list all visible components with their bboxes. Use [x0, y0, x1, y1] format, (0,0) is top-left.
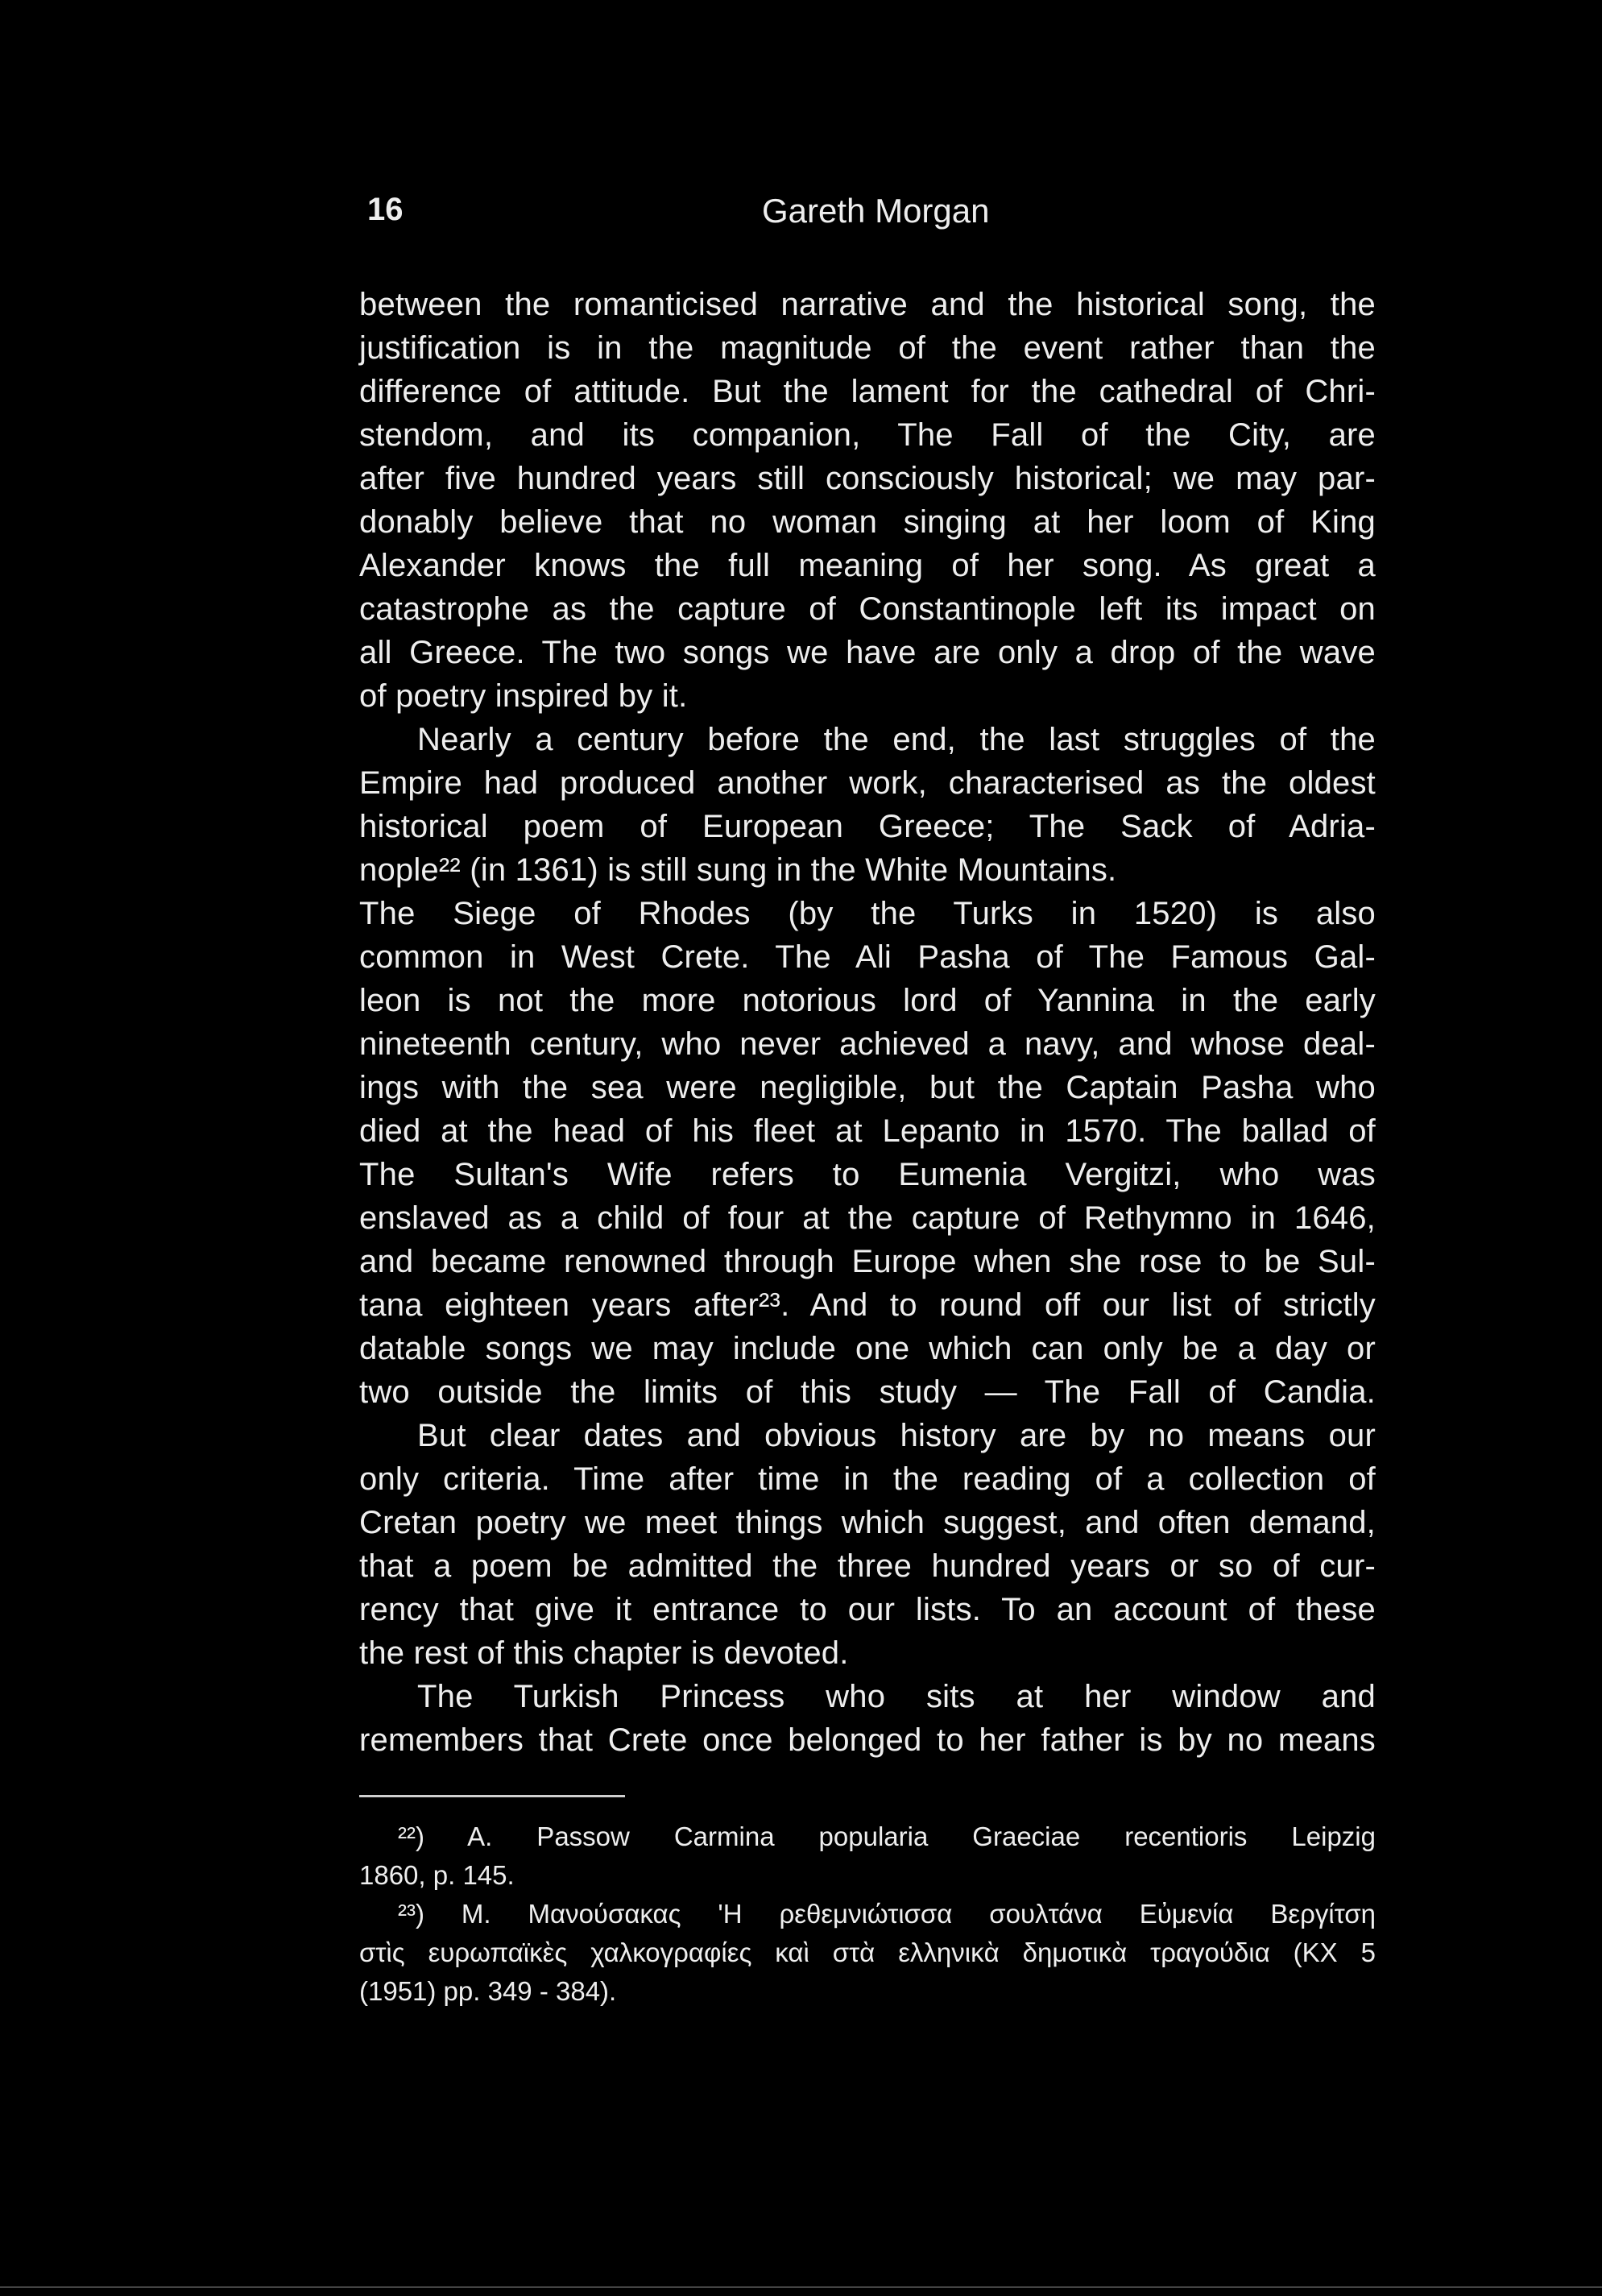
body-line: rency that give it entrance to our lists. To an account of these: [359, 1592, 1376, 1627]
body-line: justification is in the magnitude of the event rather than the: [359, 330, 1376, 366]
body-line: ings with the sea were negligible, but the Captain Pasha who: [359, 1070, 1376, 1105]
body-line: But clear dates and obvious history are by no means our: [417, 1418, 1376, 1453]
body-line: and became renowned through Europe when she rose to be Sul-: [359, 1244, 1376, 1279]
body-line: the rest of this chapter is devoted.: [359, 1635, 849, 1671]
body-line: all Greece. The two songs we have are only a drop of the wave: [359, 635, 1376, 670]
body-line: stendom, and its companion, The Fall of the City, are: [359, 417, 1376, 453]
body-line: between the romanticised narrative and the historical song, the: [359, 287, 1376, 322]
body-line: leon is not the more notorious lord of Yannina in the early: [359, 983, 1376, 1018]
body-line: common in West Crete. The Ali Pasha of The Famous Gal-: [359, 939, 1376, 975]
body-line: Alexander knows the full meaning of her song. As great a: [359, 548, 1376, 583]
body-line: donably believe that no woman singing at her loom of King: [359, 504, 1376, 540]
body-line: after five hundred years still consciously historical; we may par-: [359, 461, 1376, 496]
body-line: historical poem of European Greece; The Sack of Adria-: [359, 809, 1376, 844]
running-head: Gareth Morgan: [762, 192, 990, 230]
body-line: Empire had produced another work, characterised as the oldest: [359, 765, 1376, 801]
body-line: that a poem be admitted the three hundred years or so of cur-: [359, 1548, 1376, 1584]
body-line: only criteria. Time after time in the reading of a collection of: [359, 1461, 1376, 1497]
body-line: catastrophe as the capture of Constantinople left its impact on: [359, 591, 1376, 627]
body-line: The Sultan's Wife refers to Eumenia Vergitzi, who was: [359, 1157, 1376, 1192]
body-line: Nearly a century before the end, the last struggles of the: [417, 722, 1376, 757]
page-bottom-edge: [0, 2286, 1602, 2288]
footnote-line: ²²) A. Passow Carmina popularia Graeciae recentioris Leipzig: [398, 1821, 1376, 1851]
body-line: tana eighteen years after²³. And to round off our list of strictly: [359, 1287, 1376, 1323]
body-line: of poetry inspired by it.: [359, 678, 688, 714]
footnote-line: ²³) Μ. Μανούσακας 'Η ρεθεμνιώτισσα σουλτάνα Εὐμενία Βεργίτση: [398, 1899, 1376, 1929]
body-line: The Turkish Princess who sits at her window and: [417, 1679, 1376, 1714]
body-line: died at the head of his fleet at Lepanto in 1570. The ballad of: [359, 1113, 1376, 1149]
footnote-line: 1860, p. 145.: [359, 1860, 515, 1890]
body-line: remembers that Crete once belonged to her father is by no means: [359, 1722, 1376, 1758]
body-line: difference of attitude. But the lament for the cathedral of Chri-: [359, 374, 1376, 409]
page-number: 16: [367, 192, 404, 227]
body-line: nineteenth century, who never achieved a navy, and whose deal-: [359, 1026, 1376, 1062]
body-line: nople²² (in 1361) is still sung in the White Mountains.: [359, 852, 1117, 888]
body-line: The Siege of Rhodes (by the Turks in 1520) is also: [359, 896, 1376, 931]
footnote-line: (1951) pp. 349 - 384).: [359, 1976, 617, 2006]
body-line: enslaved as a child of four at the capture of Rethymno in 1646,: [359, 1200, 1376, 1236]
page-header: [359, 192, 1358, 240]
body-line: Cretan poetry we meet things which suggest, and often demand,: [359, 1505, 1376, 1540]
footnote-separator: [359, 1795, 625, 1797]
body-line: two outside the limits of this study — The Fall of Candia.: [359, 1374, 1376, 1410]
footnote-line: στὶς ευρωπαϊκὲς χαλκογραφίες καὶ στὰ ελληνικὰ δημοτικὰ τραγούδια (ΚΧ 5: [359, 1938, 1376, 1967]
body-line: datable songs we may include one which can only be a day or: [359, 1331, 1376, 1366]
